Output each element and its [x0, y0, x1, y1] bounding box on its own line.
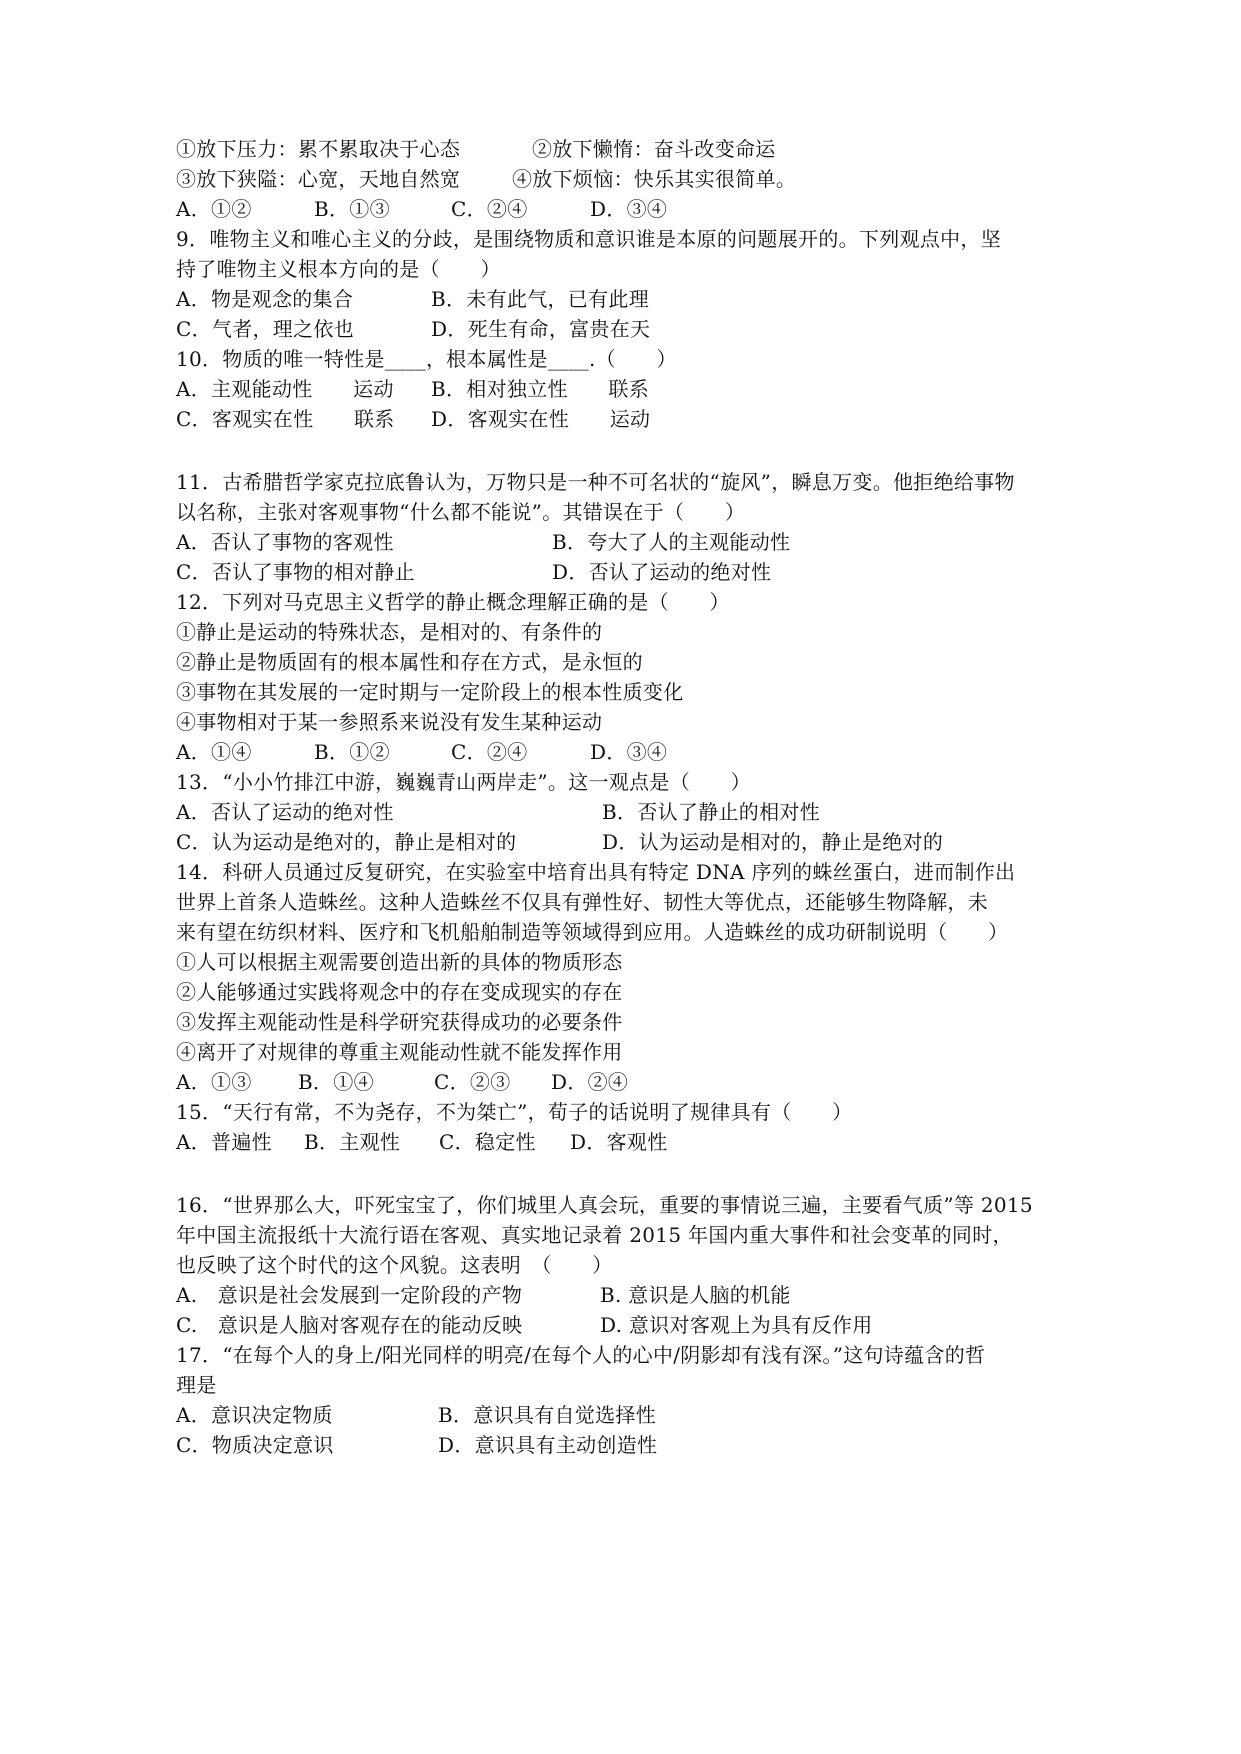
q16-option-a: A. 意识是社会发展到一定阶段的产物	[176, 1283, 523, 1307]
q10-option-b: B．相对独立性 联系	[431, 377, 649, 401]
q14-statement-3: ③发挥主观能动性是科学研究获得成功的必要条件	[176, 1010, 623, 1034]
q13-option-c: C．认为运动是绝对的，静止是相对的	[176, 830, 517, 854]
q17-option-c: C．物质决定意识	[176, 1433, 334, 1457]
q14-option-b: B．①④	[298, 1070, 374, 1094]
q14-option-d: D．②④	[551, 1070, 629, 1094]
q16-option-d: D. 意识对客观上为具有反作用	[600, 1313, 873, 1337]
q9-option-b: B．未有此气，已有此理	[431, 287, 649, 311]
q16-stem-line-2: 年中国主流报纸十大流行语在客观、真实地记录着 2015 年国内重大事件和社会变革的同时，	[176, 1223, 1013, 1247]
q11-stem-line-2: 以名称，主张对客观事物“什么都不能说”。其错误在于（ ）	[176, 500, 746, 524]
q17-option-b: B．意识具有自觉选择性	[438, 1403, 656, 1427]
q13-stem: 13．“小小竹排江中游，巍巍青山两岸走”。这一观点是（ ）	[176, 770, 751, 794]
q15-option-d: D．客观性	[570, 1130, 668, 1154]
q9-option-d: D．死生有命，富贵在天	[431, 317, 651, 341]
q13-option-a: A．否认了运动的绝对性	[176, 800, 394, 824]
q12-option-d: D．③④	[590, 740, 668, 764]
q14-stem-line-1: 14．科研人员通过反复研究，在实验室中培育出具有特定 DNA 序列的蛛丝蛋白，进而制作出	[176, 860, 1016, 884]
q12-option-a: A．①④	[176, 740, 252, 764]
q12-option-c: C．②④	[451, 740, 528, 764]
q9-stem-line-2: 持了唯物主义根本方向的是（ ）	[176, 257, 501, 281]
q12-option-b: B．①②	[314, 740, 390, 764]
q8-option-d: D．③④	[590, 197, 668, 221]
q13-option-d: D．认为运动是相对的，静止是绝对的	[602, 830, 944, 854]
q13-option-b: B．否认了静止的相对性	[602, 800, 820, 824]
q16-option-c: C. 意识是人脑对客观存在的能动反映	[176, 1313, 523, 1337]
q17-option-d: D．意识具有主动创造性	[438, 1433, 658, 1457]
q9-option-a: A．物是观念的集合	[176, 287, 354, 311]
q8-option-b: B．①③	[314, 197, 390, 221]
q10-stem: 10．物质的唯一特性是____，根本属性是____.（ ）	[176, 347, 677, 371]
q11-option-b: B．夸大了人的主观能动性	[552, 530, 791, 554]
q11-option-c: C．否认了事物的相对静止	[176, 560, 415, 584]
q16-stem-line-3: 也反映了这个时代的这个风貌。这表明 （ ）	[176, 1253, 613, 1277]
q15-stem: 15．“天行有常，不为尧存，不为桀亡”，荀子的话说明了规律具有（ ）	[176, 1100, 853, 1124]
q16-stem-line-1: 16．“世界那么大，吓死宝宝了，你们城里人真会玩，重要的事情说三遍，主要看气质”等 2015	[176, 1193, 1033, 1217]
q9-stem-line-1: 9．唯物主义和唯心主义的分歧，是围绕物质和意识谁是本原的问题展开的。下列观点中，坚	[176, 227, 1002, 251]
q8-option-a: A．①②	[176, 197, 252, 221]
q15-option-b: B．主观性	[304, 1130, 401, 1154]
q14-stem-line-3: 来有望在纺织材料、医疗和飞机船舶制造等领域得到应用。人造蛛丝的成功研制说明（ ）	[176, 920, 1009, 944]
q8-option-c: C．②④	[451, 197, 528, 221]
q17-stem-line-2: 理是	[176, 1373, 217, 1397]
q15-option-c: C．稳定性	[439, 1130, 536, 1154]
q11-option-d: D．否认了运动的绝对性	[552, 560, 772, 584]
q10-option-c: C．客观实在性 联系	[176, 407, 395, 431]
q14-statement-2: ②人能够通过实践将观念中的存在变成现实的存在	[176, 980, 623, 1004]
q12-statement-2: ②静止是物质固有的根本属性和存在方式，是永恒的	[176, 650, 643, 674]
q12-statement-4: ④事物相对于某一参照系来说没有发生某种运动	[176, 710, 603, 734]
q8-statement-2: ②放下懒惰：奋斗改变命运	[532, 137, 776, 161]
q17-stem-line-1: 17．“在每个人的身上/阳光同样的明亮/在每个人的心中/阴影却有浅有深。”这句诗蕴含的哲	[176, 1343, 986, 1367]
q11-option-a: A．否认了事物的客观性	[176, 530, 394, 554]
q10-option-a: A．主观能动性 运动	[176, 377, 394, 401]
q14-option-c: C．②③	[434, 1070, 511, 1094]
q9-option-c: C．气者，理之依也	[176, 317, 355, 341]
q8-statement-1: ①放下压力：累不累取决于心态	[176, 137, 461, 161]
q14-stem-line-2: 世界上首条人造蛛丝。这种人造蛛丝不仅具有弹性好、韧性大等优点，还能够生物降解，未	[176, 890, 988, 914]
q8-statement-3: ③放下狭隘：心宽，天地自然宽	[176, 167, 461, 191]
q14-option-a: A．①③	[176, 1070, 252, 1094]
q10-option-d: D．客观实在性 运动	[431, 407, 651, 431]
q12-statement-1: ①静止是运动的特殊状态，是相对的、有条件的	[176, 620, 603, 644]
q14-statement-4: ④离开了对规律的尊重主观能动性就不能发挥作用	[176, 1040, 623, 1064]
q16-option-b: B. 意识是人脑的机能	[600, 1283, 791, 1307]
q11-stem-line-1: 11．古希腊哲学家克拉底鲁认为，万物只是一种不可名状的“旋风”，瞬息万变。他拒绝给事物	[176, 470, 1015, 494]
q15-option-a: A．普遍性	[176, 1130, 272, 1154]
q14-statement-1: ①人可以根据主观需要创造出新的具体的物质形态	[176, 950, 623, 974]
q8-statement-4: ④放下烦恼：快乐其实很简单。	[512, 167, 797, 191]
q12-stem: 12．下列对马克思主义哲学的静止概念理解正确的是（ ）	[176, 590, 730, 614]
q12-statement-3: ③事物在其发展的一定时期与一定阶段上的根本性质变化	[176, 680, 684, 704]
q17-option-a: A．意识决定物质	[176, 1403, 333, 1427]
